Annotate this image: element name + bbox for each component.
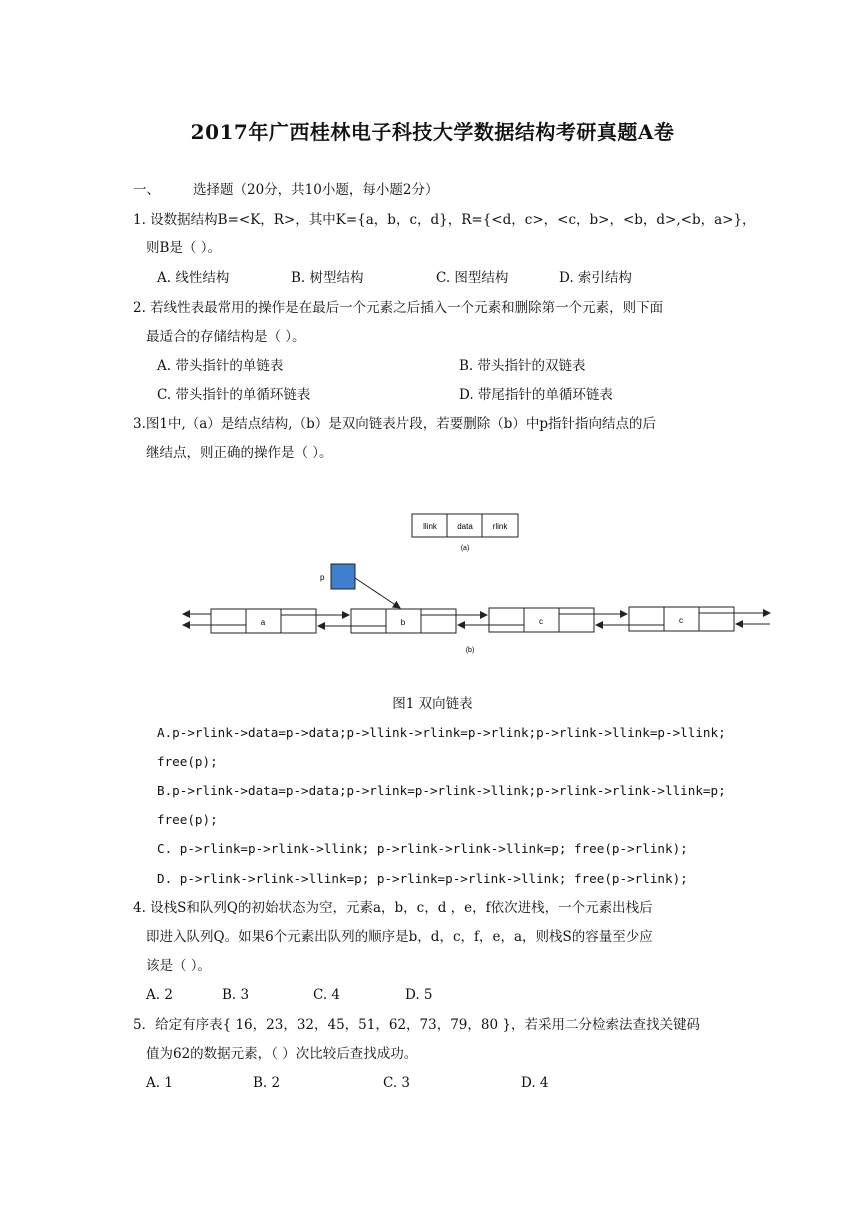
- q4-line1: 4. 设栈S和队列Q的初始状态为空，元素a，b，c，d ，e，f依次进栈，一个元素出栈后: [133, 900, 653, 916]
- node-value: c: [539, 617, 543, 626]
- node-value: a: [260, 618, 266, 627]
- node-structure: [412, 514, 518, 552]
- q3-option-a-line1: A.p->rlink->data=p->data;p->llink->rlink=p->rlink;p->rlink->llink=p->llink;: [157, 725, 726, 740]
- pointer-label: p: [320, 573, 325, 582]
- figure-label-b: (b): [465, 647, 475, 654]
- field-rlink: rlink: [492, 522, 508, 531]
- node-value: c: [679, 616, 683, 625]
- q2-option-b: B. 带头指针的双链表: [459, 358, 586, 374]
- q3-line2: 继结点，则正确的操作是（ ）。: [146, 445, 333, 461]
- q3-option-c: C. p->rlink=p->rlink->llink; p->rlink->rlink->llink=p; free(p->rlink);: [157, 841, 688, 856]
- q3-line1: 3.图1中,（a）是结点结构,（b）是双向链表片段，若要删除（b）中p指针指向结点的后: [133, 416, 657, 432]
- q5-option-c: C. 3: [383, 1075, 411, 1091]
- q5-line1: 5．给定有序表{ 16，23，32，45，51，62，73，79，80 }，若采用二分检索法查找关键码: [133, 1017, 700, 1033]
- q2-line2: 最适合的存储结构是（ ）。: [146, 329, 306, 345]
- node-1: [211, 609, 316, 633]
- q5-option-a: A. 1: [146, 1075, 173, 1091]
- field-llink: llink: [423, 522, 437, 531]
- q1-line1: 1. 设数据结构B=<K，R>，其中K={a，b，c，d}，R={<d，c>，<c，b>，<b，d>,<b，a>}，: [133, 212, 756, 228]
- q4-option-d: D. 5: [405, 987, 433, 1003]
- q4-line2: 即进入队列Q。如果6个元素出队列的顺序是b，d，c，f，e，a，则栈S的容量至少应: [146, 929, 653, 945]
- q3-option-b-line2: free(p);: [157, 812, 218, 827]
- q3-option-b-line1: B.p->rlink->data=p->data;p->rlink=p->rlink->llink;p->rlink->rlink->llink=p;: [157, 783, 726, 798]
- q2-option-c: C. 带头指针的单循环链表: [157, 387, 311, 403]
- section-number: 一、: [133, 182, 160, 198]
- figure-doubly-linked-list: [0, 500, 865, 670]
- figure-label-a: (a): [460, 545, 470, 552]
- q4-option-b: B. 3: [222, 987, 250, 1003]
- node-4: [629, 607, 734, 631]
- node-3: [489, 608, 594, 632]
- q3-option-a-line2: free(p);: [157, 754, 218, 769]
- q2-option-d: D. 带尾指针的单循环链表: [459, 387, 613, 403]
- q5-option-b: B. 2: [253, 1075, 281, 1091]
- node-2: [351, 609, 456, 633]
- q4-option-c: C. 4: [313, 987, 341, 1003]
- q2-line1: 2. 若线性表最常用的操作是在最后一个元素之后插入一个元素和删除第一个元素，则下面: [133, 300, 664, 316]
- q1-line2: 则B是（ ）。: [146, 240, 221, 256]
- field-data: data: [457, 522, 473, 531]
- page-title: 2017年广西桂林电子科技大学数据结构考研真题A卷: [190, 120, 675, 144]
- node-value: b: [400, 618, 406, 627]
- q4-option-a: A. 2: [146, 987, 173, 1003]
- q5-option-d: D. 4: [521, 1075, 549, 1091]
- pointer-p: [320, 564, 400, 608]
- q2-option-a: A. 带头指针的单链表: [157, 358, 284, 374]
- q1-option-a: A. 线性结构: [157, 270, 230, 286]
- q4-line3: 该是（ ）。: [146, 958, 212, 974]
- q1-option-b: B. 树型结构: [291, 270, 364, 286]
- section-heading: 选择题（20分，共10小题，每小题2分）: [193, 182, 439, 198]
- q1-option-d: D. 索引结构: [559, 270, 632, 286]
- figure-caption: 图1 双向链表: [392, 696, 473, 712]
- q1-option-c: C. 图型结构: [436, 270, 509, 286]
- q3-option-d: D. p->rlink->rlink->llink=p; p->rlink=p->rlink->llink; free(p->rlink);: [157, 871, 688, 886]
- q5-line2: 值为62的数据元素，（ ）次比较后查找成功。: [146, 1046, 418, 1062]
